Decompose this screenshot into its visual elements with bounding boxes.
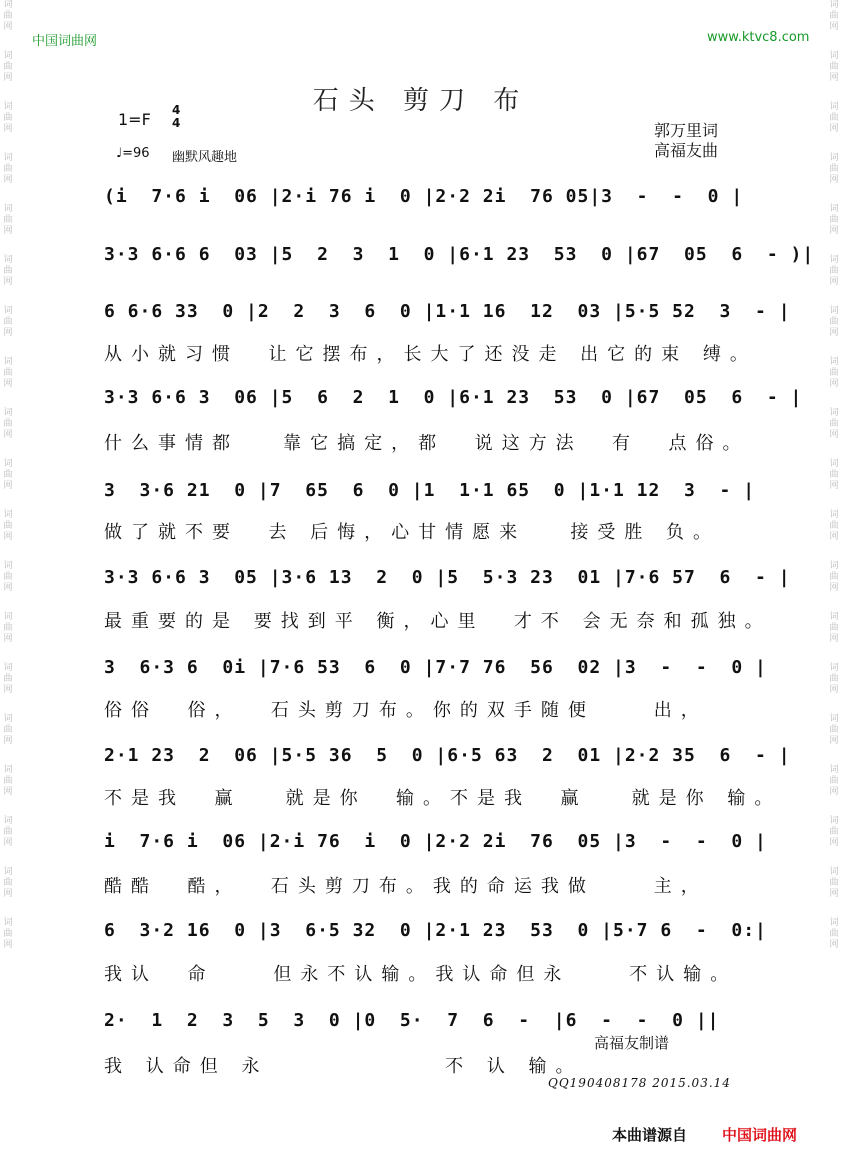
watermark-side-text-repeat: 词 曲 网 <box>3 867 13 899</box>
score-row: 3·3 6·6 3 06 |5 6 2 1 0 |6·1 23 53 0 |67 05 6 - | <box>104 387 803 408</box>
source-label: 本曲谱源自 <box>612 1126 688 1144</box>
watermark-side-text-repeat: 词 曲 网 <box>829 918 839 950</box>
score-row: 2· 1 2 3 5 3 0 |0 5· 7 6 - |6 - - 0 || <box>104 1010 720 1031</box>
lyric-row: 我认 命 但永不认输。我认命但永 不认输。 <box>104 964 738 985</box>
score-row: (i 7·6 i 06 |2·i 76 i 0 |2·2 2i 76 05|3 - - 0 | <box>104 186 744 207</box>
watermark-side-text-repeat: 词 曲 网 <box>3 816 13 848</box>
watermark-side-text-right: 词 曲 网 <box>829 0 839 32</box>
watermark-side-text: 词 曲 网 <box>3 0 13 32</box>
watermark-side-text-repeat: 词 曲 网 <box>829 612 839 644</box>
watermark-side-text-repeat: 词 曲 网 <box>3 102 13 134</box>
tempo-marking: ♩=96 <box>116 146 150 161</box>
site-url-header[interactable]: www.ktvc8.com <box>707 30 810 45</box>
lyricist-credit: 郭万里词 <box>654 121 719 140</box>
watermark-side-text-repeat: 词 曲 网 <box>829 510 839 542</box>
watermark-side-text-repeat: 词 曲 网 <box>829 816 839 848</box>
watermark-left-strip <box>1 0 15 1171</box>
score-row: 3 3·6 21 0 |7 65 6 0 |1 1·1 65 0 |1·1 12 3 - | <box>104 480 756 501</box>
watermark-side-text-repeat: 词 曲 网 <box>829 765 839 797</box>
date-stamp: QQ190408178 2015.03.14 <box>548 1076 731 1090</box>
watermark-side-text-repeat: 词 曲 网 <box>3 357 13 389</box>
watermark-side-text-repeat: 词 曲 网 <box>829 408 839 440</box>
score-row: 6 6·6 33 0 |2 2 3 6 0 |1·1 16 12 03 |5·5 52 3 - | <box>104 301 791 322</box>
expression-marking: 幽默风趣地 <box>172 150 238 165</box>
score-row: 6 3·2 16 0 |3 6·5 32 0 |2·1 23 53 0 |5·7 6 - 0:| <box>104 920 767 941</box>
watermark-side-text-repeat: 词 曲 网 <box>3 765 13 797</box>
site-name-header[interactable]: 中国词曲网 <box>32 34 98 49</box>
watermark-side-text-repeat: 词 曲 网 <box>829 714 839 746</box>
watermark-side-text-repeat: 词 曲 网 <box>829 357 839 389</box>
watermark-side-text-repeat: 词 曲 网 <box>829 459 839 491</box>
watermark-side-text-repeat: 词 曲 网 <box>829 153 839 185</box>
watermark-side-text-repeat: 词 曲 网 <box>3 663 13 695</box>
watermark-side-text-repeat: 词 曲 网 <box>829 306 839 338</box>
score-row: 3·3 6·6 6 03 |5 2 3 1 0 |6·1 23 53 0 |67 05 6 - )| <box>104 244 815 265</box>
score-row: 3·3 6·6 3 05 |3·6 13 2 0 |5 5·3 23 01 |7·6 57 6 - | <box>104 567 791 588</box>
source-name[interactable]: 中国词曲网 <box>722 1126 798 1144</box>
watermark-side-text-repeat: 词 曲 网 <box>3 306 13 338</box>
watermark-side-text-repeat: 词 曲 网 <box>829 255 839 287</box>
time-signature-bottom: 4 <box>172 116 181 130</box>
watermark-side-text-repeat: 词 曲 网 <box>3 714 13 746</box>
score-row: 2·1 23 2 06 |5·5 36 5 0 |6·5 63 2 01 |2·2 35 6 - | <box>104 745 791 766</box>
composer-credit: 高福友曲 <box>654 141 719 160</box>
lyric-row: 什么事情都 靠它搞定，都 说这方法 有 点俗。 <box>104 433 750 454</box>
watermark-side-text-repeat: 词 曲 网 <box>3 510 13 542</box>
watermark-side-text-repeat: 词 曲 网 <box>829 663 839 695</box>
watermark-side-text-repeat: 词 曲 网 <box>829 51 839 83</box>
watermark-side-text-repeat: 词 曲 网 <box>829 204 839 236</box>
watermark-side-text-repeat: 词 曲 网 <box>3 561 13 593</box>
watermark-side-text-repeat: 词 曲 网 <box>3 255 13 287</box>
watermark-side-text-repeat: 词 曲 网 <box>3 204 13 236</box>
key-signature: 1=F <box>118 110 151 129</box>
lyric-row: 不是我 赢 就是你 输。不是我 赢 就是你 输。 <box>104 788 782 809</box>
watermark-side-text-repeat: 词 曲 网 <box>3 918 13 950</box>
lyric-row: 我 认命但 永 不 认 输。 <box>104 1056 583 1077</box>
watermark-side-text-repeat: 词 曲 网 <box>3 459 13 491</box>
watermark-side-text-repeat: 词 曲 网 <box>829 561 839 593</box>
watermark-right-strip <box>827 0 841 1171</box>
arranger-credit: 高福友制谱 <box>594 1034 670 1052</box>
watermark-side-text-repeat: 词 曲 网 <box>3 408 13 440</box>
song-title: 石头 剪刀 布 <box>312 86 530 116</box>
lyric-row: 做了就不要 去 后悔，心甘情愿来 接受胜 负。 <box>104 522 721 543</box>
score-row: 3 6·3 6 0i |7·6 53 6 0 |7·7 76 56 02 |3 - - 0 | <box>104 657 767 678</box>
watermark-side-text-repeat: 词 曲 网 <box>3 51 13 83</box>
watermark-side-text-repeat: 词 曲 网 <box>3 612 13 644</box>
time-signature <box>172 104 180 130</box>
lyric-row: 最重要的是 要找到平 衡，心里 才不 会无奈和孤独。 <box>104 611 772 632</box>
time-signature-top: 4 <box>172 103 181 117</box>
watermark-side-text-repeat: 词 曲 网 <box>829 867 839 899</box>
lyric-row: 酷酷 酷， 石头剪刀布。我的命运我做 主， <box>104 876 708 897</box>
lyric-row: 俗俗 俗， 石头剪刀布。你的双手随便 出， <box>104 700 708 721</box>
watermark-side-text-repeat: 词 曲 网 <box>829 102 839 134</box>
lyric-row: 从小就习惯 让它摆布，长大了还没走 出它的束 缚。 <box>104 344 757 365</box>
watermark-side-text-repeat: 词 曲 网 <box>3 153 13 185</box>
score-row: i 7·6 i 06 |2·i 76 i 0 |2·2 2i 76 05 |3 - - 0 | <box>104 831 767 852</box>
